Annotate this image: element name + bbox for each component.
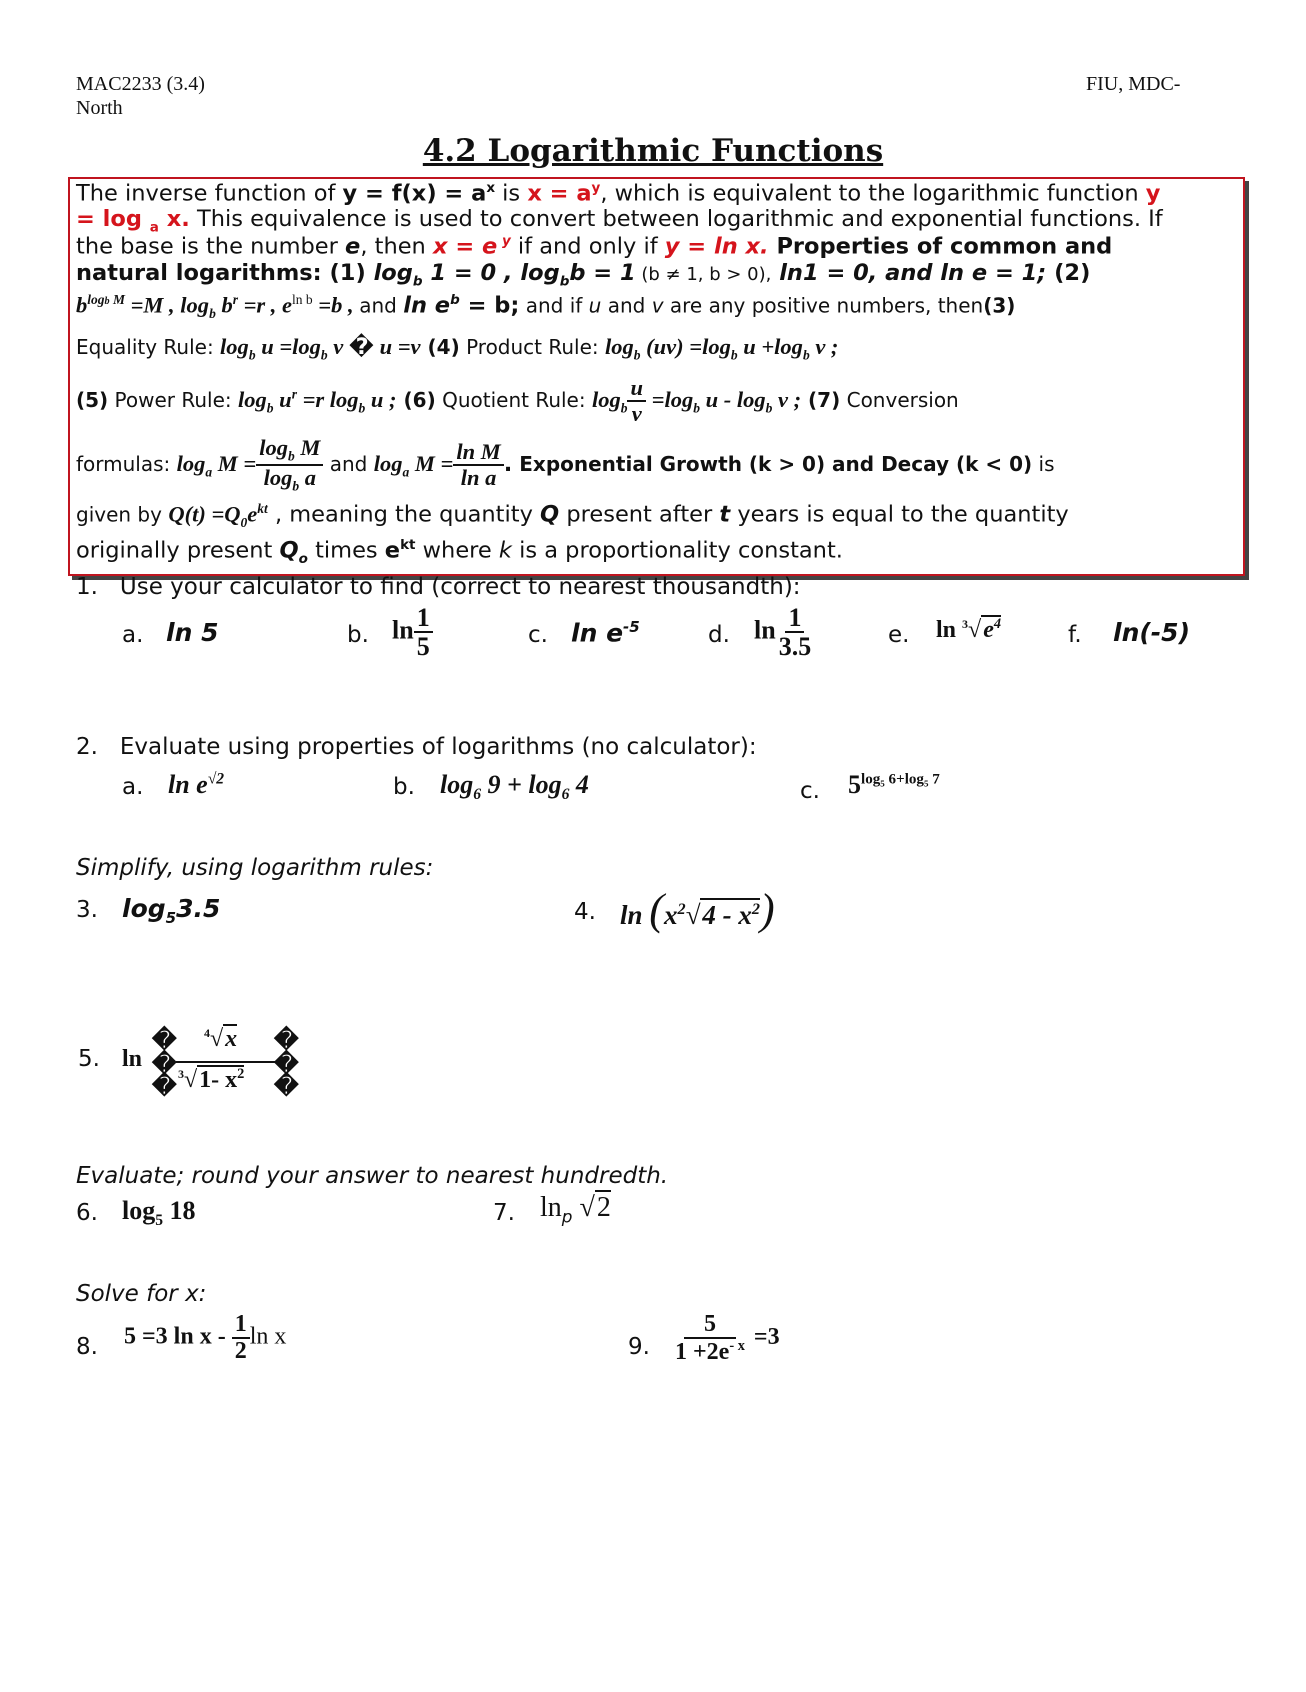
page-title: 4.2 Logarithmic Functions (422, 133, 884, 169)
box-line-10: originally present $Q_o$ times $e^{kt}$ where k is a proportionality constant. (76, 537, 843, 567)
q1-c-expr: $\ln e^{-5}$ (571, 618, 640, 648)
q1-b-expr: ln $\frac{1}{5}$ (392, 604, 433, 661)
q1-b-label: b. (347, 622, 369, 648)
q4-expr: $\ln (x^2√4 - x^2)$ (620, 885, 775, 934)
q1-d-label: d. (708, 622, 730, 648)
box-line-7: (5) Power Rule: $\log_b u^r =r$ $\log_b u$ ; (6) Quotient Rule: $\log_b$ $\frac{u}{v}$ $=\log_b$ u - $\log_b v$ ; (7) Conversion (76, 375, 959, 426)
box-line-6: Equality Rule: $\log_b u =\log_b$ v � u =v (4) Product Rule: $\log_b (uv) =\log_b$ $u +\log_b$ v ; (76, 334, 839, 363)
question-1: 1. Use your calculator to find (correct to nearest thousandth): (76, 574, 801, 600)
q3-expr: $\log_53.5$ (122, 894, 221, 927)
simplify-heading: Simplify, using logarithm rules: (76, 855, 434, 881)
bracket-glyph-left: � (152, 1028, 177, 1054)
bracket-glyph-left: � (152, 1052, 177, 1078)
q1-f-label: f. (1068, 622, 1082, 648)
q2-b-label: b. (393, 774, 415, 800)
q1-f-expr: ln(-5) (1113, 618, 1190, 647)
q7-number: 7. (493, 1200, 515, 1226)
change-of-base-fraction: $\frac{\log_b M}{\log_b a}$ (256, 436, 323, 493)
box-line-3: the base is the number e, then x = e $^y$ if and only if y = ln x. Properties of common and (76, 233, 1113, 260)
natural-log-fraction: $\frac{\text{ln M}}{\text{ln a}}$ (453, 440, 503, 489)
bracket-glyph-left: � (152, 1074, 177, 1100)
q2-a-expr: $\ln e^{√2}$ (168, 770, 225, 799)
q9-number: 9. (628, 1334, 650, 1360)
q6-expr: $\log_5 18$ (122, 1196, 196, 1230)
q1-c-label: c. (528, 622, 548, 648)
q1-a-expr: ln 5 (166, 618, 219, 647)
q5-number: 5. (78, 1046, 100, 1072)
course-code: MAC2233 (3.4) North (76, 73, 205, 119)
q8-number: 8. (76, 1334, 98, 1360)
q1-e-label: e. (888, 622, 910, 648)
bracket-glyph-right: � (274, 1052, 299, 1078)
q4-number: 4. (574, 899, 596, 925)
bracket-glyph-right: � (274, 1074, 299, 1100)
q1-d-expr: ln $\frac{1}{3.5}$ (754, 603, 812, 662)
q5-expr: ln � � � $^4$√x $^3$√1- $x^2$ � � � (122, 1026, 299, 1100)
question-2: 2. Evaluate using properties of logarithms (no calculator): (76, 734, 757, 760)
box-line-5: $b^{logb}$ $^M$ =M , $\log_b b^r =r$ , $e^{ln b} =b$ , and $\ln e^b = b$; and if u and v are any positive numbers, then(3) (76, 292, 1016, 321)
q1-e-expr: $\ln ^3√e^4$ (936, 616, 1002, 643)
q8-expr: 5 =3 ln x - $\frac{1}{2}$ ln x (124, 1311, 287, 1365)
q6-number: 6. (76, 1200, 98, 1226)
q2-a-label: a. (122, 774, 144, 800)
box-line-9: given by $Q(t) =Q_0e^{kt}$ , meaning the quantity Q present after t years is equal to the quantity (76, 501, 1069, 530)
quotient-fraction: $\frac{u}{v}$ (627, 376, 646, 425)
q1-a-label: a. (122, 622, 144, 648)
box-line-1: The inverse function of $y = f(x) = a^x$ is $x = a^y$, which is equivalent to the logarithmic function y (76, 180, 1161, 207)
school-name: FIU, MDC- (1086, 73, 1181, 95)
box-line-4: natural logarithms: (1) $\log_b 1 = 0$ , $\log_bb = 1$ (b ≠ 1, b > 0), ln1 = 0, and ln e = 1; (2) (76, 260, 1091, 290)
q2-c-expr: $5^{log_5 6+log_5 7}$ (848, 770, 940, 799)
evaluate-heading: Evaluate; round your answer to nearest hundredth. (76, 1163, 669, 1189)
q9-expr: $\frac{5}{1 +2e^{- x}}$ =3 (675, 1311, 780, 1366)
bracket-glyph-right: � (274, 1028, 299, 1054)
q2-c-label: c. (800, 778, 820, 804)
box-line-2: = log $_a$ x. This equivalence is used to convert between logarithmic and exponential functions. If (76, 206, 1163, 236)
q2-b-expr: $\log_6 9 + \log_6 4$ (440, 770, 589, 804)
solve-heading: Solve for x: (76, 1281, 207, 1307)
box-line-8: formulas: $\log_a M$ = $\frac{\log_b M}{\log_b a}$ and $\log_a M$ = $\frac{\text{ln M}}{\text{ln a}}$ . Exponential Growth (k > 0) and Decay (k < 0) is (76, 435, 1055, 494)
q3-number: 3. (76, 897, 98, 923)
q7-expr: $\ln_p √2$ (540, 1192, 611, 1227)
